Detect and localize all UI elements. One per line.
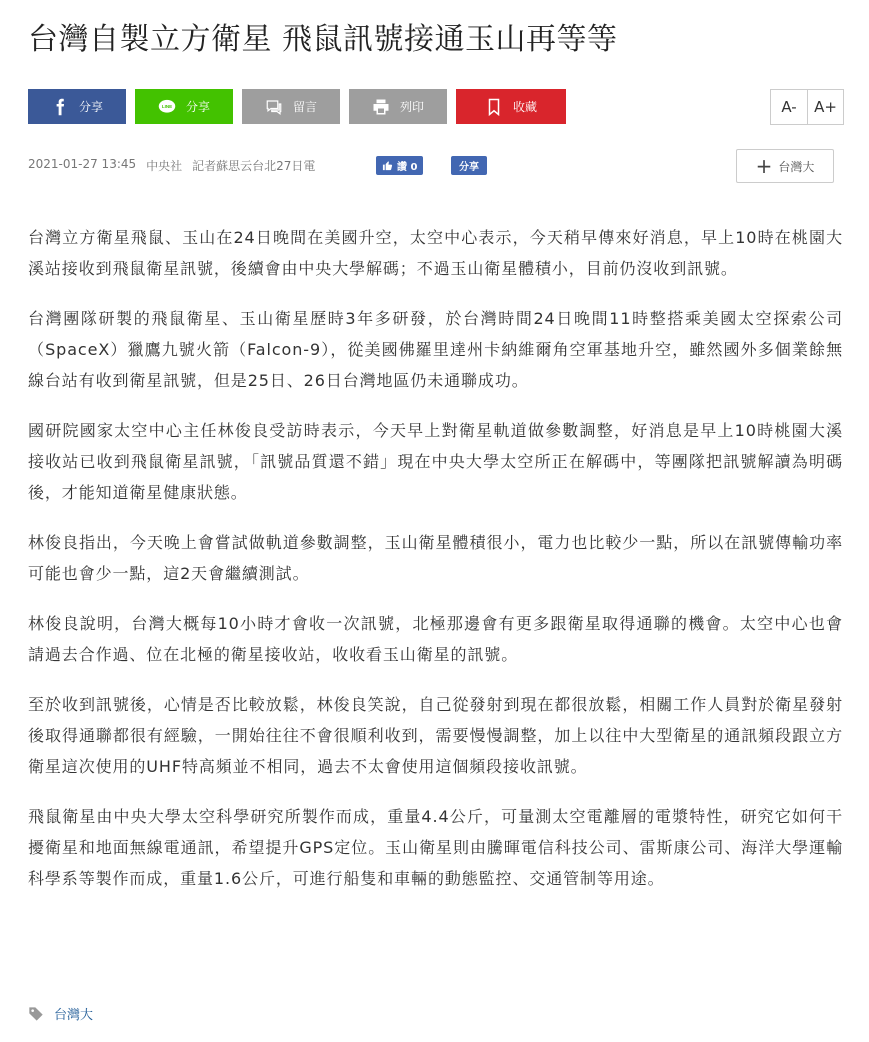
article-paragraph: 國研院國家太空中心主任林俊良受訪時表示，今天早上對衛星軌道做參數調整，好消息是早上10時桃園大溪接收站已收到飛鼠衛星訊號，「訊號品質還不錯」現在中央大學太空所正在解碼中，等團隊把訊號解讀為明碼後，才能知道衛星健康狀態。 <box>28 421 843 502</box>
facebook-share-button[interactable] <box>28 89 126 124</box>
favorite-label: 收藏 <box>512 100 537 114</box>
article-meta <box>28 157 315 174</box>
publish-datetime: 2021-01-27 13:45 <box>28 157 137 171</box>
article-paragraph: 台灣立方衛星飛鼠、玉山在24日晚間在美國升空，太空中心表示，今天稍早傳來好消息，早上10時在桃園大溪站接收到飛鼠衛星訊號，後續會由中央大學解碼；不過玉山衛星體積小，目前仍沒收到訊號。 <box>28 228 843 278</box>
article-paragraph: 飛鼠衛星由中央大學太空科學研究所製作而成，重量4.4公斤，可量測太空電離層的電漿特性，研究它如何干擾衛星和地面無線電通訊，希望提升GPS定位。玉山衛星則由騰暉電信科技公司、雷斯康公司、海洋大學運輸科學系等製作而成，重量1.6公斤，可進行船隻和車輛的動態監控、交通管制等用途。 <box>28 807 843 888</box>
line-share-label: 分享 <box>185 100 210 114</box>
favorite-button[interactable] <box>456 89 566 124</box>
article-paragraph: 至於收到訊號後，心情是否比較放鬆，林俊良笑說，自己從發射到現在都很放鬆，相關工作人員對於衛星發射後取得通聯都很有經驗，一開始往往不會很順利收到，需要慢慢調整，加上以往中大型衛星的通訊頻段跟立方衛星這次使用的UHF特高頻並不相同，過去不太會使用這個頻段接收訊號。 <box>28 695 843 776</box>
font-decrease-button[interactable]: A- <box>771 90 807 124</box>
follow-topic-label: 台灣大 <box>778 159 815 174</box>
comment-label: 留言 <box>292 100 317 114</box>
font-increase-button[interactable]: A+ <box>807 90 843 124</box>
tag-icon <box>28 1006 44 1022</box>
fb-like-label: 讚 0 <box>397 162 418 173</box>
share-toolbar <box>28 89 566 124</box>
follow-topic-button[interactable] <box>736 149 834 183</box>
fb-share-button[interactable]: 分享 <box>451 156 487 175</box>
article-paragraph: 林俊良說明，台灣大概每10小時才會收一次訊號，北極那邊會有更多跟衛星取得通聯的機會。太空中心也會請過去合作過、位在北極的衛星接收站，收收看玉山衛星的訊號。 <box>28 614 843 664</box>
reporter-byline: 記者蘇思云台北27日電 <box>192 159 316 173</box>
print-label: 列印 <box>399 100 424 114</box>
article-body <box>28 222 843 913</box>
line-share-button[interactable] <box>135 89 233 124</box>
comment-button[interactable] <box>242 89 340 124</box>
font-size-controls <box>770 89 844 125</box>
print-button[interactable] <box>349 89 447 124</box>
plus-icon: + <box>755 154 773 178</box>
bookmark-icon <box>485 98 503 116</box>
news-source: 中央社 <box>146 159 183 173</box>
article-paragraph: 林俊良指出，今天晚上會嘗試做軌道參數調整，玉山衛星體積很小，電力也比較少一點，所以在訊號傳輸功率可能也會少一點，這2天會繼續測試。 <box>28 533 843 583</box>
facebook-share-label: 分享 <box>78 100 103 114</box>
article-headline: 台灣自製立方衛星 飛鼠訊號接通玉山再等等 <box>28 22 618 57</box>
article-paragraph: 台灣團隊研製的飛鼠衛星、玉山衛星歷時3年多研發，於台灣時間24日晚間11時整搭乘美國太空探索公司（SpaceX）獵鷹九號火箭（Falcon-9），從美國佛羅里達州卡納維爾角空軍基地升空，雖然國外多個業餘無線台站有收到衛星訊號，但是25日、26日台灣地區仍未通聯成功。 <box>28 309 843 390</box>
comment-icon <box>265 98 283 116</box>
facebook-icon <box>51 98 69 116</box>
line-icon <box>158 98 176 116</box>
thumbs-up-icon <box>382 160 393 171</box>
line-logo-text: LINE <box>161 103 173 109</box>
fb-like-button[interactable] <box>376 156 423 175</box>
tag-link[interactable]: 台灣大 <box>54 1008 94 1023</box>
printer-icon <box>372 98 390 116</box>
article-tags <box>28 1004 93 1023</box>
